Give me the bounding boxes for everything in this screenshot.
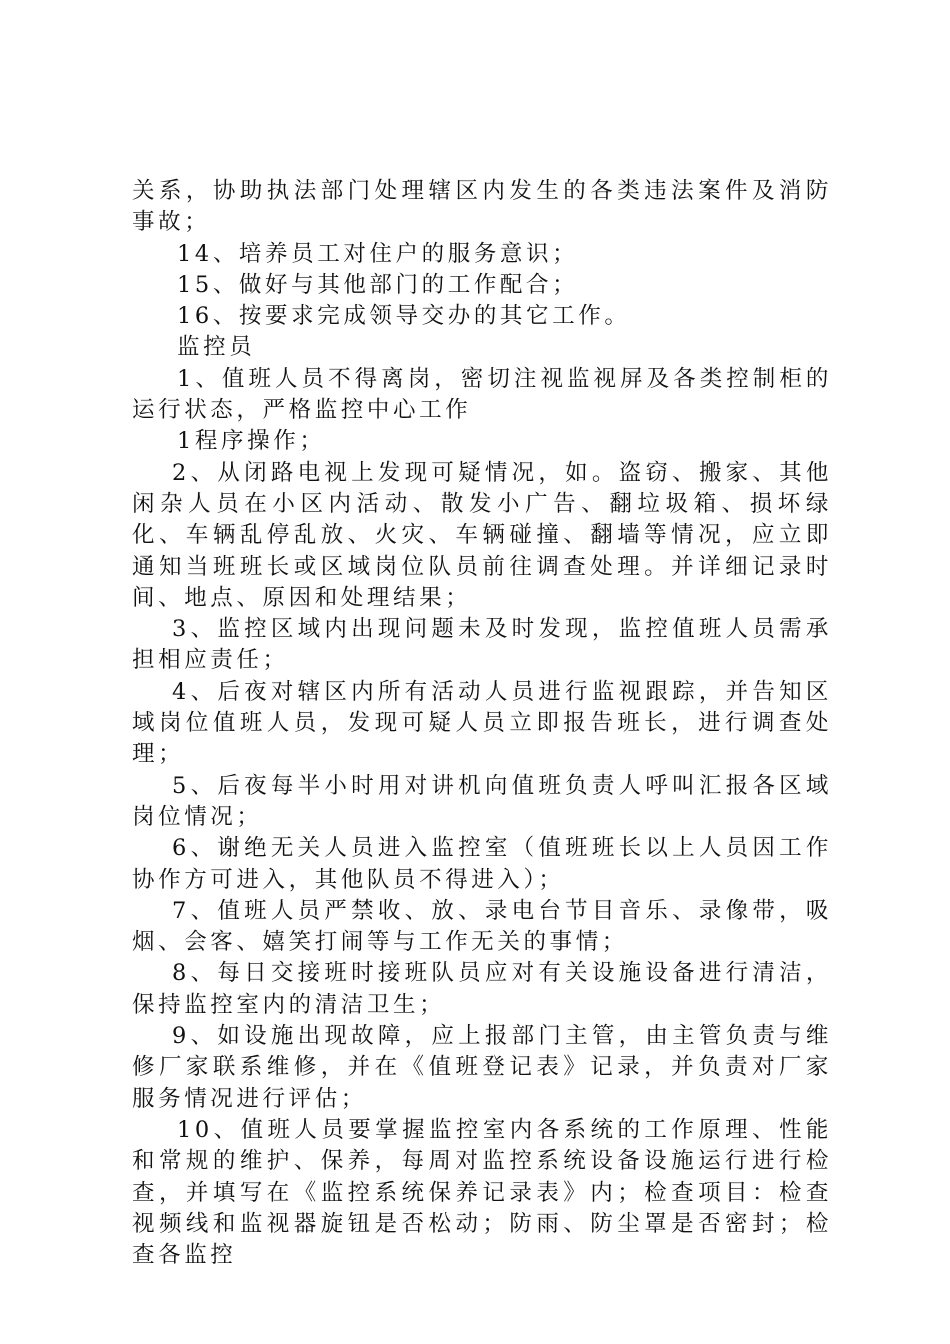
document-body [132,176,832,1271]
paragraph-item-4: 4、后夜对辖区内所有活动人员进行监视跟踪，并告知区域岗位值班人员，发现可疑人员立即报告班长，进行调查处理； [132,678,832,768]
paragraph-item-8: 8、每日交接班时接班队员应对有关设施设备进行清洁，保持监控室内的清洁卫生； [132,960,832,1018]
paragraph-item-6: 6、谢绝无关人员进入监控室（值班班长以上人员因工作协作方可进入，其他队员不得进入）； [132,835,832,893]
paragraph-item-9: 9、如设施出现故障，应上报部门主管，由主管负责与维修厂家联系维修，并在《值班登记表》记录，并负责对厂家服务情况进行评估； [132,1023,832,1112]
paragraph-item-2: 2、从闭路电视上发现可疑情况，如。盗窃、搬家、其他闲杂人员在小区内活动、散发小广告、翻垃圾箱、损坏绿化、车辆乱停乱放、火灾、车辆碰撞、翻墙等情况，应立即通知当班班长或区域岗位队员前往调查处理。并详细记录时间、地点、原因和处理结果； [132,459,832,611]
paragraph-item-5: 5、后夜每半小时用对讲机向值班负责人呼叫汇报各区域岗位情况； [132,772,832,830]
paragraph-item-7: 7、值班人员严禁收、放、录电台节目音乐、录像带，吸烟、会客、嬉笑打闹等与工作无关的事情； [132,897,832,956]
paragraph-item-1-continued: 1程序操作； [177,428,326,455]
paragraph-item-15: 15、做好与其他部门的工作配合； [177,271,579,298]
paragraph-continuation: 关系，协助执法部门处理辖区内发生的各类违法案件及消防事故； [132,178,832,236]
section-heading-monitor: 监控员 [177,334,256,361]
paragraph-item-16: 16、按要求完成领导交办的其它工作。 [177,303,631,330]
paragraph-item-14: 14、培养员工对住户的服务意识； [177,240,579,267]
paragraph-item-1: 1、值班人员不得离岗，密切注视监视屏及各类控制柜的运行状态，严格监控中心工作 [132,365,832,424]
paragraph-item-3: 3、监控区域内出现问题未及时发现，监控值班人员需承担相应责任； [132,616,832,674]
paragraph-item-10: 10、值班人员要掌握监控室内各系统的工作原理、性能和常规的维护、保养，每周对监控系统设备设施运行进行检查，并填写在《监控系统保养记录表》内；检查项目：检查视频线和监视器旋钮是否松动；防雨、防尘罩是否密封；检查各监控 [132,1116,832,1269]
